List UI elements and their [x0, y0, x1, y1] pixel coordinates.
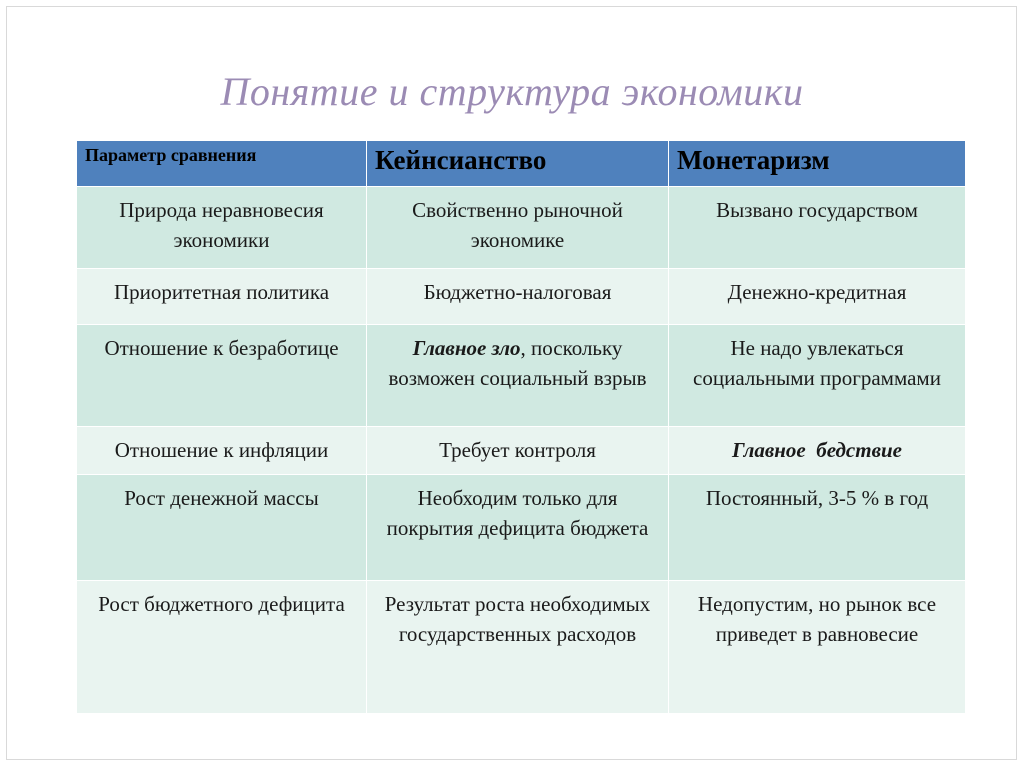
table-header-row: [77, 141, 966, 187]
cell-keynesianism: Требует контроля: [367, 427, 669, 475]
cell-monetarism: Недопустим, но рынок все приведет в равновесие: [669, 581, 966, 714]
cell-keynesianism: [367, 325, 669, 427]
cell-parameter: Рост бюджетного дефицита: [77, 581, 367, 714]
cell-monetarism: Главное бедствие: [669, 427, 966, 475]
table-row: [77, 475, 966, 581]
slide-title: Понятие и структура экономики: [220, 69, 804, 114]
header-monetarism: Монетаризм: [669, 141, 966, 187]
cell-keynesianism: Свойственно рыночной экономике: [367, 187, 669, 269]
header-parameter: Параметр сравнения: [77, 141, 367, 187]
comparison-table: [76, 140, 966, 714]
emphasis-text: Главное зло: [412, 336, 521, 360]
cell-parameter: Природа неравновесия экономики: [77, 187, 367, 269]
cell-parameter: Отношение к инфляции: [77, 427, 367, 475]
cell-monetarism: Постоянный, 3-5 % в год: [669, 475, 966, 581]
cell-monetarism: Не надо увлекаться социальными программами: [669, 325, 966, 427]
table-row: [77, 269, 966, 325]
cell-parameter: Рост денежной массы: [77, 475, 367, 581]
header-keynesianism: Кейнсианство: [367, 141, 669, 187]
cell-parameter: Приоритетная политика: [77, 269, 367, 325]
cell-parameter: Отношение к безработице: [77, 325, 367, 427]
table-row: [77, 581, 966, 714]
cell-keynesianism: Бюджетно-налоговая: [367, 269, 669, 325]
cell-keynesianism: Результат роста необходимых государственных расходов: [367, 581, 669, 714]
table-row: [77, 325, 966, 427]
cell-monetarism: Денежно-кредитная: [669, 269, 966, 325]
cell-monetarism: Вызвано государством: [669, 187, 966, 269]
cell-text: , поскольку возможен социальный взрыв: [388, 336, 647, 390]
table-row: [77, 187, 966, 269]
table-row: [77, 427, 966, 475]
cell-keynesianism: Необходим только для покрытия дефицита бюджета: [367, 475, 669, 581]
